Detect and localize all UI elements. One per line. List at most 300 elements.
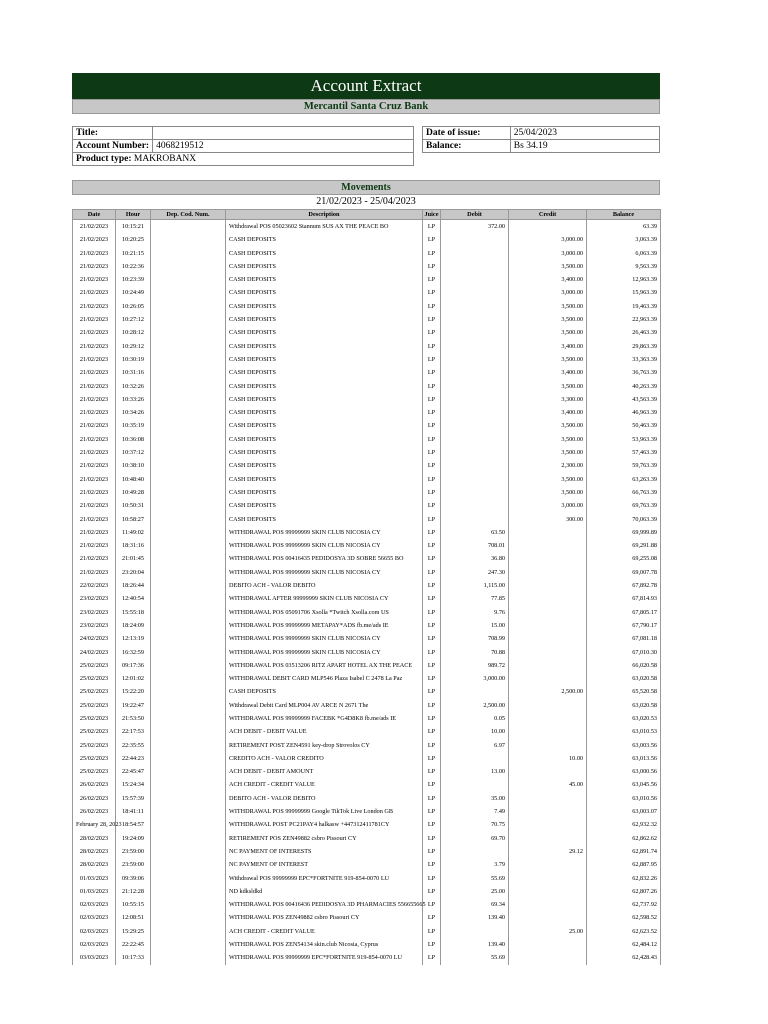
description-cell: CASH DEPOSITS (226, 406, 423, 419)
credit-cell (509, 672, 587, 685)
credit-cell (509, 606, 587, 619)
debit-cell (441, 752, 509, 765)
credit-cell (509, 938, 587, 951)
credit-cell: 3,400.00 (509, 366, 587, 379)
date-cell: 25/02/2023 (73, 765, 116, 778)
table-row (73, 566, 661, 579)
date-cell: 21/02/2023 (73, 220, 116, 234)
debit-cell (441, 778, 509, 791)
balance-cell: 43,563.39 (587, 393, 661, 406)
description-cell: ACH DEBIT - DEBIT AMOUNT (226, 765, 423, 778)
account-number-value: 4068219512 (153, 140, 414, 153)
issue-date-row (423, 127, 660, 140)
debit-cell (441, 393, 509, 406)
description-cell: WITHDRAWAL POS 00416436 PEDIDOSYA 3D PHARMACIES 556655665 (226, 898, 423, 911)
hour-cell: 18:26:44 (116, 579, 151, 592)
balance-cell: 63,020.58 (587, 699, 661, 712)
dep-code-cell (151, 552, 226, 565)
table-row (73, 898, 661, 911)
hour-cell: 10:33:26 (116, 393, 151, 406)
juice-cell: LP (423, 778, 441, 791)
table-row (73, 446, 661, 459)
debit-cell (441, 380, 509, 393)
juice-cell: LP (423, 699, 441, 712)
date-cell: 26/02/2023 (73, 778, 116, 791)
dep-code-cell (151, 685, 226, 698)
balance-value: Bs 34.19 (510, 140, 659, 153)
hour-cell: 15:24:34 (116, 778, 151, 791)
credit-cell: 3,500.00 (509, 353, 587, 366)
juice-cell: LP (423, 752, 441, 765)
balance-cell: 36,763.39 (587, 366, 661, 379)
balance-cell: 63.39 (587, 220, 661, 234)
debit-cell: 0.05 (441, 712, 509, 725)
debit-cell: 2,500.00 (441, 699, 509, 712)
table-row (73, 938, 661, 951)
credit-cell: 3,400.00 (509, 406, 587, 419)
balance-cell: 12,963.39 (587, 273, 661, 286)
date-cell: 21/02/2023 (73, 366, 116, 379)
credit-cell: 2,300.00 (509, 459, 587, 472)
balance-cell: 3,063.39 (587, 233, 661, 246)
date-cell: 21/02/2023 (73, 486, 116, 499)
dep-code-cell (151, 419, 226, 432)
dep-code-cell (151, 353, 226, 366)
balance-cell: 62,737.92 (587, 898, 661, 911)
juice-cell: LP (423, 380, 441, 393)
table-row (73, 885, 661, 898)
table-row (73, 260, 661, 273)
description-cell: CASH DEPOSITS (226, 247, 423, 260)
date-cell: 02/03/2023 (73, 938, 116, 951)
description-cell: CASH DEPOSITS (226, 366, 423, 379)
table-row (73, 739, 661, 752)
table-row (73, 313, 661, 326)
juice-cell: LP (423, 845, 441, 858)
credit-cell (509, 739, 587, 752)
credit-cell (509, 526, 587, 539)
credit-cell: 3,500.00 (509, 473, 587, 486)
date-cell: 23/02/2023 (73, 592, 116, 605)
movements-header-row (73, 210, 661, 220)
hour-cell: 10:23:39 (116, 273, 151, 286)
table-row (73, 805, 661, 818)
balance-cell: 67,892.78 (587, 579, 661, 592)
column-header-juice: Juice (424, 211, 439, 218)
balance-cell: 63,003.56 (587, 739, 661, 752)
debit-cell: 6.97 (441, 739, 509, 752)
date-cell: 21/02/2023 (73, 273, 116, 286)
description-cell: CASH DEPOSITS (226, 273, 423, 286)
balance-cell: 29,863.39 (587, 340, 661, 353)
table-row (73, 845, 661, 858)
credit-cell (509, 699, 587, 712)
table-row (73, 380, 661, 393)
dep-code-cell (151, 739, 226, 752)
credit-cell (509, 579, 587, 592)
movements-table (72, 209, 661, 965)
juice-cell: LP (423, 592, 441, 605)
hour-cell: 12:08:51 (116, 911, 151, 924)
juice-cell: LP (423, 273, 441, 286)
date-cell: 26/02/2023 (73, 805, 116, 818)
juice-cell: LP (423, 898, 441, 911)
date-cell: 25/02/2023 (73, 685, 116, 698)
hour-cell: 10:28:12 (116, 326, 151, 339)
hour-cell: 15:29:25 (116, 925, 151, 938)
title-value (153, 127, 414, 140)
credit-cell: 3,400.00 (509, 340, 587, 353)
description-cell: CASH DEPOSITS (226, 313, 423, 326)
column-header-description: Description (226, 210, 423, 220)
debit-cell: 36.80 (441, 552, 509, 565)
credit-cell: 3,500.00 (509, 433, 587, 446)
description-cell: DEBITO ACH - VALOR DEBITO (226, 579, 423, 592)
table-row (73, 685, 661, 698)
debit-cell: 1,115.00 (441, 579, 509, 592)
table-row (73, 499, 661, 512)
juice-cell: LP (423, 340, 441, 353)
credit-cell: 45.00 (509, 778, 587, 791)
table-row (73, 393, 661, 406)
hour-cell: 10:32:26 (116, 380, 151, 393)
date-cell: 28/02/2023 (73, 845, 116, 858)
description-cell: WITHDRAWAL POS 99999999 Google TikTok Live London GB (226, 805, 423, 818)
balance-cell: 63,020.58 (587, 672, 661, 685)
credit-cell: 3,000.00 (509, 499, 587, 512)
credit-cell (509, 858, 587, 871)
debit-cell (441, 433, 509, 446)
hour-cell: 10:35:19 (116, 419, 151, 432)
juice-cell: LP (423, 712, 441, 725)
debit-cell: 989.72 (441, 659, 509, 672)
juice-cell: LP (423, 499, 441, 512)
issue-details-table (422, 126, 660, 153)
movements-body (73, 220, 661, 965)
juice-cell: LP (423, 300, 441, 313)
document (72, 73, 660, 965)
credit-cell: 3,500.00 (509, 419, 587, 432)
balance-cell: 63,010.56 (587, 792, 661, 805)
debit-cell (441, 685, 509, 698)
description-cell: CASH DEPOSITS (226, 286, 423, 299)
credit-cell (509, 646, 587, 659)
juice-cell: LP (423, 233, 441, 246)
credit-cell: 300.00 (509, 513, 587, 526)
description-cell: CASH DEPOSITS (226, 419, 423, 432)
table-row (73, 672, 661, 685)
table-row (73, 526, 661, 539)
credit-cell: 3,500.00 (509, 313, 587, 326)
juice-cell: LP (423, 526, 441, 539)
hour-cell: 19:22:47 (116, 699, 151, 712)
credit-cell (509, 805, 587, 818)
bank-name: Mercantil Santa Cruz Bank (72, 99, 660, 114)
debit-cell: 3,000.00 (441, 672, 509, 685)
date-cell: 24/02/2023 (73, 646, 116, 659)
balance-cell: 62,887.95 (587, 858, 661, 871)
juice-cell: LP (423, 938, 441, 951)
debit-cell: 63.50 (441, 526, 509, 539)
dep-code-cell (151, 858, 226, 871)
hour-cell: 09:17:36 (116, 659, 151, 672)
column-header-hour: Hour (116, 210, 151, 220)
credit-cell (509, 220, 587, 234)
dep-code-cell (151, 433, 226, 446)
column-header-balance: Balance (587, 210, 661, 220)
description-cell: NC PAYMENT OF INTEREST (226, 858, 423, 871)
description-cell: CASH DEPOSITS (226, 233, 423, 246)
description-cell: Withdrawal POS 05023602 Stannum SUS AX THE PEACE BO (226, 220, 423, 234)
table-row (73, 646, 661, 659)
table-row (73, 765, 661, 778)
date-cell: 25/02/2023 (73, 712, 116, 725)
hour-cell: 10:21:15 (116, 247, 151, 260)
debit-cell: 10.00 (441, 725, 509, 738)
juice-cell: LP (423, 513, 441, 526)
balance-label: Balance: (423, 140, 511, 153)
table-row (73, 619, 661, 632)
date-cell: 25/02/2023 (73, 739, 116, 752)
balance-cell: 63,263.39 (587, 473, 661, 486)
table-row (73, 752, 661, 765)
credit-cell: 3,500.00 (509, 446, 587, 459)
date-cell: 21/02/2023 (73, 233, 116, 246)
description-cell: WITHDRAWAL POS 99999999 FACEBK *G4D8K8 fb.me/ads IE (226, 712, 423, 725)
juice-cell: LP (423, 393, 441, 406)
column-header-dep-cod-num: Dep. Cod. Num. (151, 210, 226, 220)
debit-cell (441, 459, 509, 472)
hour-cell: 12:01:02 (116, 672, 151, 685)
debit-cell (441, 326, 509, 339)
juice-cell: LP (423, 925, 441, 938)
dep-code-cell (151, 845, 226, 858)
hour-cell: 12:13:19 (116, 632, 151, 645)
debit-cell (441, 313, 509, 326)
date-cell: 02/03/2023 (73, 898, 116, 911)
hour-cell: 18:41:11 (116, 805, 151, 818)
debit-cell: 69.34 (441, 898, 509, 911)
balance-cell: 9,563.39 (587, 260, 661, 273)
description-cell: WITHDRAWAL POS 05091706 Xsolla *Twitch Xsolla.com US (226, 606, 423, 619)
date-cell: 02/03/2023 (73, 911, 116, 924)
table-row (73, 778, 661, 791)
description-cell: WITHDRAWAL POS 99999999 SKIN CLUB NICOSIA CY (226, 566, 423, 579)
credit-cell: 3,000.00 (509, 233, 587, 246)
credit-cell (509, 712, 587, 725)
account-number-row (73, 140, 414, 153)
balance-cell: 66,020.58 (587, 659, 661, 672)
debit-cell: 55.69 (441, 872, 509, 885)
debit-cell: 247.30 (441, 566, 509, 579)
dep-code-cell (151, 911, 226, 924)
date-cell: 21/02/2023 (73, 473, 116, 486)
hour-cell: 16:32:59 (116, 646, 151, 659)
debit-cell: 25.00 (441, 885, 509, 898)
table-row (73, 712, 661, 725)
date-cell: 21/02/2023 (73, 380, 116, 393)
balance-cell: 62,484.12 (587, 938, 661, 951)
date-cell: 21/02/2023 (73, 526, 116, 539)
table-row (73, 832, 661, 845)
hour-cell: 10:24:49 (116, 286, 151, 299)
debit-cell: 35.00 (441, 792, 509, 805)
dep-code-cell (151, 486, 226, 499)
dep-code-cell (151, 300, 226, 313)
balance-cell: 6,063.39 (587, 247, 661, 260)
hour-cell: 10:34:26 (116, 406, 151, 419)
debit-cell: 69.70 (441, 832, 509, 845)
juice-cell: LP (423, 818, 441, 831)
dep-code-cell (151, 632, 226, 645)
product-type-row (73, 153, 414, 166)
balance-cell: 66,763.39 (587, 486, 661, 499)
date-cell: 22/02/2023 (73, 579, 116, 592)
debit-cell: 708.01 (441, 539, 509, 552)
dep-code-cell (151, 606, 226, 619)
juice-cell: LP (423, 805, 441, 818)
hour-cell: 10:31:16 (116, 366, 151, 379)
balance-cell: 63,010.53 (587, 725, 661, 738)
description-cell: WITHDRAWAL POS 99999999 SKIN CLUB NICOSIA CY (226, 646, 423, 659)
dep-code-cell (151, 406, 226, 419)
juice-cell: LP (423, 486, 441, 499)
description-cell: WITHDRAWAL POST PC21PAY4 halkasw +447312411781CY (226, 818, 423, 831)
date-cell: 21/02/2023 (73, 446, 116, 459)
description-cell: WITHDRAWAL POS 99999999 METAPAY*ADS fb.me/ads IE (226, 619, 423, 632)
dep-code-cell (151, 380, 226, 393)
juice-cell: LP (423, 353, 441, 366)
juice-cell: LP (423, 313, 441, 326)
debit-cell (441, 286, 509, 299)
dep-code-cell (151, 513, 226, 526)
date-cell: 21/02/2023 (73, 406, 116, 419)
date-cell: 21/02/2023 (73, 313, 116, 326)
debit-cell (441, 925, 509, 938)
date-cell: 28/02/2023 (73, 858, 116, 871)
juice-cell: LP (423, 911, 441, 924)
dep-code-cell (151, 393, 226, 406)
column-header-credit: Credit (509, 210, 587, 220)
description-cell: WITHDRAWAL POS 99999999 SKIN CLUB NICOSIA CY (226, 526, 423, 539)
column-header-debit: Debit (441, 210, 509, 220)
hour-cell: 10:26:05 (116, 300, 151, 313)
juice-cell: LP (423, 473, 441, 486)
dep-code-cell (151, 260, 226, 273)
table-row (73, 872, 661, 885)
debit-cell: 15.00 (441, 619, 509, 632)
dep-code-cell (151, 872, 226, 885)
balance-cell: 62,862.62 (587, 832, 661, 845)
dep-code-cell (151, 818, 226, 831)
table-row (73, 233, 661, 246)
debit-cell: 139.40 (441, 911, 509, 924)
hour-cell: 09:39:06 (116, 872, 151, 885)
description-cell: CASH DEPOSITS (226, 486, 423, 499)
credit-cell (509, 872, 587, 885)
dep-code-cell (151, 898, 226, 911)
product-type-value: MAKROBANX (133, 154, 197, 164)
debit-cell (441, 419, 509, 432)
debit-cell (441, 273, 509, 286)
juice-cell: LP (423, 858, 441, 871)
description-cell: WITHDRAWAL POS 00416435 PEDIDOSYA 3D SOBRE 56655 BO (226, 552, 423, 565)
date-cell: 25/02/2023 (73, 672, 116, 685)
dep-code-cell (151, 273, 226, 286)
balance-cell: 40,263.39 (587, 380, 661, 393)
table-row (73, 300, 661, 313)
dep-code-cell (151, 579, 226, 592)
juice-cell: LP (423, 765, 441, 778)
juice-cell: LP (423, 539, 441, 552)
credit-cell (509, 832, 587, 845)
description-cell: CASH DEPOSITS (226, 393, 423, 406)
date-cell: 26/02/2023 (73, 792, 116, 805)
balance-cell: 63,003.07 (587, 805, 661, 818)
hour-cell: 10:55:15 (116, 898, 151, 911)
date-cell: 21/02/2023 (73, 499, 116, 512)
hour-cell: 22:17:53 (116, 725, 151, 738)
description-cell: NC PAYMENT OF INTERESTS (226, 845, 423, 858)
issue-date-value: 25/04/2023 (510, 127, 659, 140)
juice-cell: LP (423, 739, 441, 752)
debit-cell: 77.85 (441, 592, 509, 605)
hour-cell: 10:29:12 (116, 340, 151, 353)
table-row (73, 911, 661, 924)
juice-cell: LP (423, 446, 441, 459)
hour-cell: 10:30:19 (116, 353, 151, 366)
hour-cell: 10:27:12 (116, 313, 151, 326)
account-info (72, 126, 660, 168)
juice-cell: LP (423, 619, 441, 632)
date-cell: 02/03/2023 (73, 925, 116, 938)
credit-cell: 3,500.00 (509, 380, 587, 393)
balance-cell: 46,963.39 (587, 406, 661, 419)
table-row (73, 539, 661, 552)
description-cell: CASH DEPOSITS (226, 300, 423, 313)
description-cell: WITHDRAWAL POS 03513206 RITZ APART HOTEL AX THE PEACE (226, 659, 423, 672)
description-cell: RETIREMENT POS ZEN49882 csbro Pissouri CY (226, 832, 423, 845)
table-row (73, 858, 661, 871)
description-cell: WITHDRAWAL DEBIT CARD MLP546 Plaza Isabel C 2478 La Paz (226, 672, 423, 685)
date-cell: 21/02/2023 (73, 552, 116, 565)
hour-cell: 21:01:45 (116, 552, 151, 565)
balance-cell: 63,045.56 (587, 778, 661, 791)
hour-cell: 22:22:45 (116, 938, 151, 951)
debit-cell (441, 473, 509, 486)
hour-cell: 22:45:47 (116, 765, 151, 778)
credit-cell (509, 539, 587, 552)
table-row (73, 406, 661, 419)
debit-cell: 55.69 (441, 951, 509, 964)
credit-cell (509, 792, 587, 805)
dep-code-cell (151, 885, 226, 898)
balance-cell: 62,598.52 (587, 911, 661, 924)
balance-cell: 62,623.52 (587, 925, 661, 938)
juice-cell: LP (423, 792, 441, 805)
debit-cell (441, 406, 509, 419)
dep-code-cell (151, 592, 226, 605)
hour-cell: 12:40:54 (116, 592, 151, 605)
credit-cell (509, 566, 587, 579)
description-cell: ACH CREDIT - CREDIT VALUE (226, 778, 423, 791)
description-cell: CASH DEPOSITS (226, 685, 423, 698)
description-cell: CASH DEPOSITS (226, 499, 423, 512)
credit-cell: 3,500.00 (509, 326, 587, 339)
column-header-date: Date (73, 210, 116, 220)
dep-code-cell (151, 792, 226, 805)
date-cell: February 28, 2023 (73, 818, 116, 831)
